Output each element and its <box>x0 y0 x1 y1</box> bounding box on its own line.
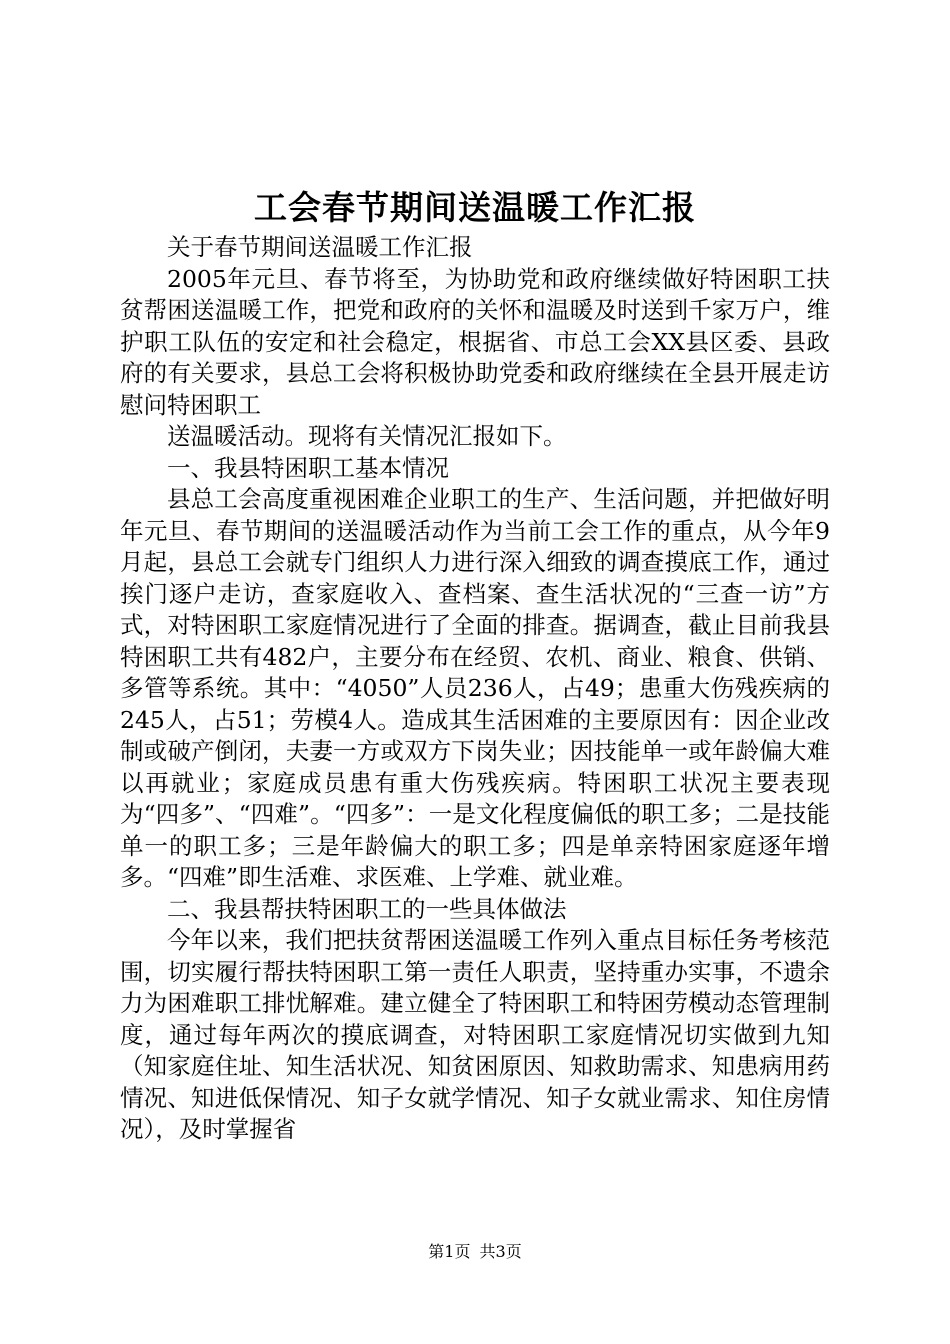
page-number-footer: 第1页 共3页 <box>428 1242 522 1261</box>
document-title: 工会春节期间送温暖工作汇报 <box>254 188 696 227</box>
paragraph-intro: 2005年元旦、春节将至，为协助党和政府继续做好特困职工扶贫帮困送温暖工作，把党和政府的关怀和温暖及时送到千家万户，维护职工队伍的安定和社会稳定，根据省、市总工会XX县区委、县政府的有关要求，县总工会将积极协助党委和政府继续在全县开展走访慰问特困职工 <box>120 264 830 419</box>
document-body <box>120 232 830 1146</box>
paragraph-intro-continued: 送温暖活动。现将有关情况汇报如下。 <box>167 422 567 450</box>
paragraph-section-1: 县总工会高度重视困难企业职工的生产、生活问题，并把做好明年元旦、春节期间的送温暖活动作为当前工会工作的重点，从今年9月起，县总工会就专门组织人力进行深入细致的调查摸底工作，通过挨门逐户走访，查家庭收入、查档案、查生活状况的“三查一访”方式，对特困职工家庭情况进行了全面的排查。据调查，截止目前我县特困职工共有482户，主要分布在经贸、农机、商业、粮食、供销、多管等系统。其中：“4050”人员236人，占49；患重大伤残疾病的245人，占51；劳模4人。造成其生活困难的主要原因有：因企业改制或破产倒闭，夫妻一方或双方下岗失业；因技能单一或年龄偏大难以再就业；家庭成员患有重大伤残疾病。特困职工状况主要表现为“四多”、“四难”。“四多”：一是文化程度偏低的职工多；二是技能单一的职工多；三是年龄偏大的职工多；四是单亲特困家庭逐年增多。“四难”即生活难、求医难、上学难、就业难。 <box>120 485 830 891</box>
paragraph-section-2: 今年以来，我们把扶贫帮困送温暖工作列入重点目标任务考核范围，切实履行帮扶特困职工第一责任人职责，坚持重办实事，不遗余力为困难职工排忧解难。建立健全了特困职工和特困劳模动态管理制度，通过每年两次的摸底调查，对特困职工家庭情况切实做到九知（知家庭住址、知生活状况、知贫困原因、知救助需求、知患病用药情况、知进低保情况、知子女就学情况、知子女就业需求、知住房情况），及时掌握省 <box>120 926 830 1143</box>
paragraph-heading-line: 关于春节期间送温暖工作汇报 <box>167 233 473 261</box>
section-heading-1: 一、我县特困职工基本情况 <box>167 453 449 482</box>
section-heading-2: 二、我县帮扶特困职工的一些具体做法 <box>167 894 567 923</box>
